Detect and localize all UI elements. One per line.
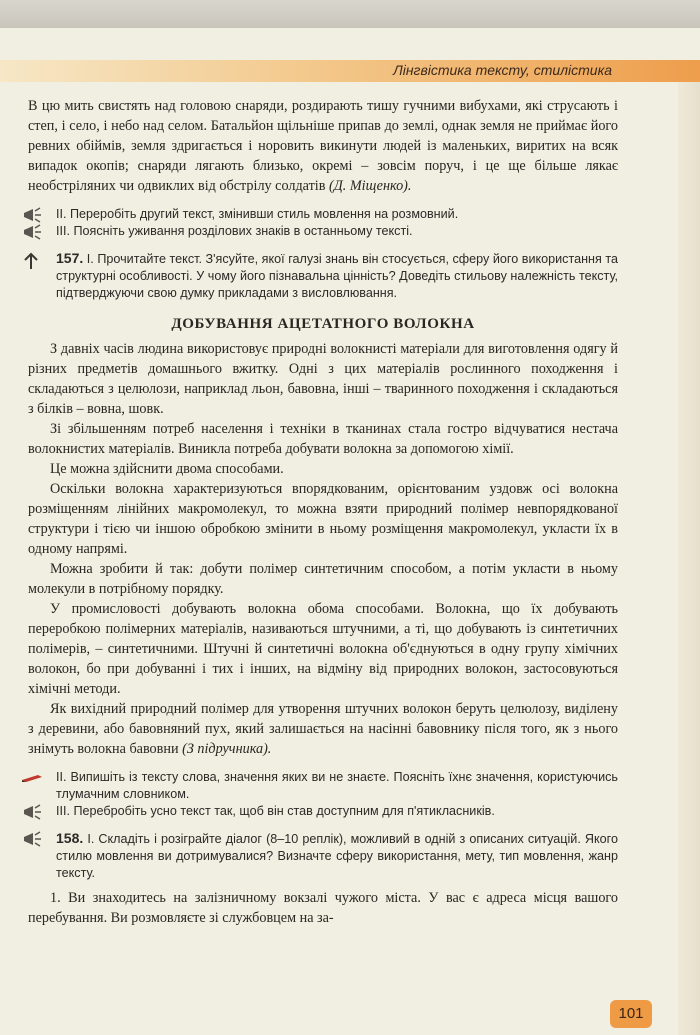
megaphone-icon: [22, 831, 44, 847]
task-157-item-2: II. Випишіть із тексту слова, значення яких ви не знаєте. Поясніть їхнє значення, користуючись тлумачним словником.: [28, 769, 618, 803]
article-paragraph: Оскільки волокна характеризуються впорядкованим, орієнтованим уздовж осі волокна розміщенням лінійних макромолекул, то можна взяти природний полімер невпорядкованої структури і тією чи іншою обробкою змінити в ньому розміщення макромолекул, укласти їх в одному напрямі.: [28, 481, 618, 557]
megaphone-icon: [22, 207, 44, 223]
task-157-item-3: III. Перебробіть усно текст так, щоб він став доступним для п'ятикласників.: [28, 803, 618, 820]
article-paragraph: У промисловості добувають волокна обома способами. Волокна, що їх добувають переробкою полімерних матеріалів, називаються штучними, а ті, що добувають із синтетичних полімерів, – синтетичними. Штучні й синтетичні волокна об'єднуються в одну групу хімічних волокон, бо при добуванні і тих і інших, на відміну від природних волокон, застосовуються хімічні методи.: [28, 601, 618, 697]
situation-1: 1. Ви знаходитесь на залізничному вокзалі чужого міста. У вас є адреса місця вашого перебування. Ви розмовляєте зі службовцем на за-: [28, 890, 618, 926]
page-edge: [678, 82, 700, 1035]
article-paragraph: З давніх часів людина використовує природні волокнисті матеріали для виготовлення одягу й різних предметів домашнього вжитку. Одні з цих матеріалів рослинного походження і складаються з целюлози, наприклад льон, бавовна, інші – тваринного походження і складаються з білків – вовна, шовк.: [28, 341, 618, 417]
arrow-up-icon: [22, 252, 44, 270]
megaphone-icon: [22, 224, 44, 240]
top-band: [0, 0, 700, 28]
article-title: ДОБУВАННЯ АЦЕТАТНОГО ВОЛОКНА: [171, 316, 475, 332]
article-paragraph: Це можна здійснити двома способами.: [50, 461, 284, 477]
task-157-text: I. Прочитайте текст. З'ясуйте, якої галузі знань він стосується, сферу його використання та структурні особливості. У чому його пізнавальна цінність? Доведіть стильову належність тексту, підтверджуючи свою думку прикладами з висловлювання.: [56, 252, 618, 300]
pencil-icon: [22, 770, 44, 786]
task-156-item-3: III. Поясніть уживання розділових знаків в останньому тексті.: [28, 223, 618, 240]
task-158: [28, 830, 618, 882]
task-156-item-2: II. Переробіть другий текст, змінивши стиль мовлення на розмовний.: [28, 206, 618, 223]
intro-author: (Д. Міщенко).: [328, 178, 412, 194]
task-158-text: I. Складіть і розіграйте діалог (8–10 реплік), можливий в одній з описаних ситуацій. Якого стилю мовлення ви дотримувалися? Визначте сферу використання, мету, тип мовлення, жанр тексту.: [56, 832, 618, 880]
article-paragraph: Зі збільшенням потреб населення і техніки в тканинах стала гостро відчуватися нестача волокнистих матеріалів. Виникла потреба добувати волокна за допомогою хімії.: [28, 421, 618, 457]
task-157-number: 157.: [56, 250, 84, 266]
article-paragraph: Можна зробити й так: добути полімер синтетичним способом, а потім укласти в ньому молекули в потрібному порядку.: [28, 561, 618, 597]
section-title: Лінгвістика тексту, стилістика: [393, 62, 612, 78]
intro-paragraph: [28, 96, 618, 196]
task-158-number: 158.: [56, 830, 84, 846]
article-source: (З підручника).: [182, 741, 272, 757]
intro-text: В цю мить свистять над головою снаряди, роздирають тишу гучними вибухами, які струсають і степ, і село, і небо над селом. Батальйон щільніше припав до землі, однак земля не приймає його ревних обіймів, земля здригається і норовить викинути людей із маленьких, виритих на всяк випадок окопів; снаряди лягають близько, окремі – зовсім поруч, і це ще більше лякає необстріляних чи одвиклих від обстрілу солдатів: [28, 98, 618, 194]
page-content: [28, 96, 618, 928]
task-157: [28, 250, 618, 302]
page-number: 101: [610, 1000, 652, 1028]
article-paragraph-last: Як вихідний природний полімер для утворення штучних волокон беруть целюлозу, виділену з деревини, або бавовняний пух, який залишається на насінні бавовнику після того, як з нього знімуть волокна бавовни (З підручника).: [28, 701, 618, 757]
megaphone-icon: [22, 804, 44, 820]
